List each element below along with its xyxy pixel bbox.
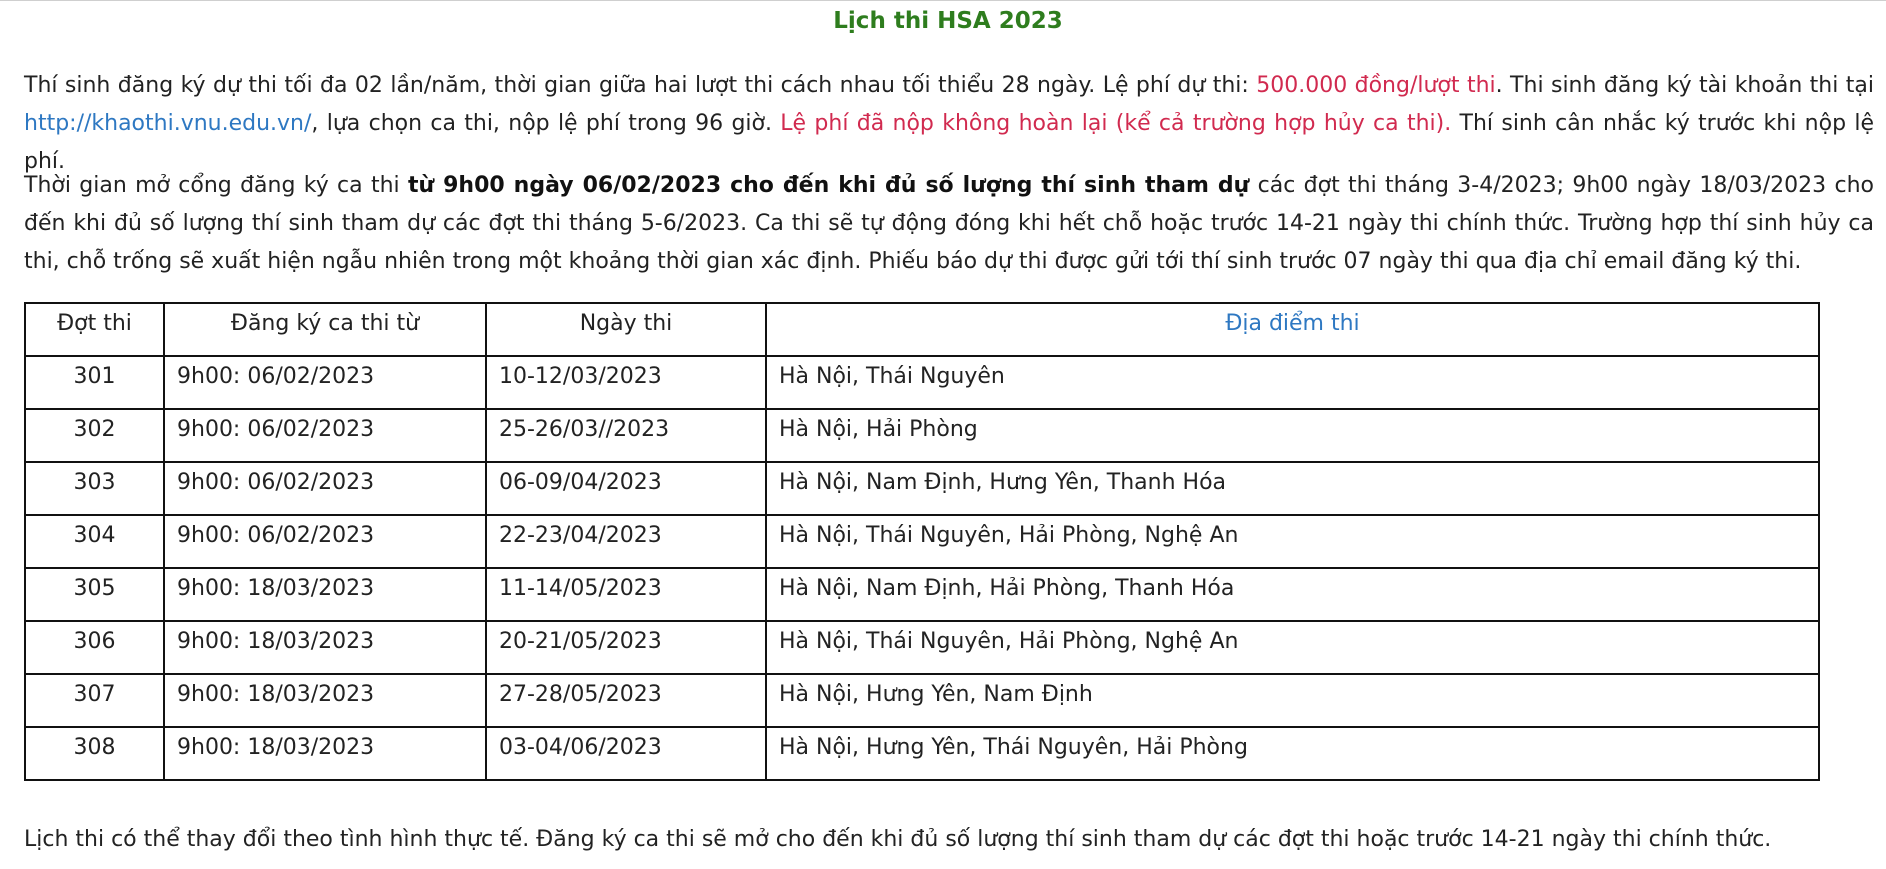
cell-round: 306 [25,621,164,674]
registration-text-2: các đợt thi tháng 3-4/2023; 9h00 ngày 18/03/2023 cho đến khi đủ số lượng thí sinh tham dự các đợt thi tháng 5-6/2023. Ca thi sẽ tự động đóng khi hết chỗ hoặc trước 14-21 ngày thi chính thức. Trường hợp thí sinh hủy ca thi, chỗ trống sẽ xuất hiện ngẫu nhiên trong một khoảng thời gian xác định. Phiếu báo dự thi được gửi tới thí sinh trước 07 ngày thi qua địa chỉ email đăng ký thi. [24,173,1874,274]
table-row [25,727,1819,780]
cell-exam-date: 22-23/04/2023 [486,515,766,568]
intro-text-1: Thí sinh đăng ký dự thi tối đa 02 lần/năm, thời gian giữa hai lượt thi cách nhau tối thiểu 28 ngày. Lệ phí dự thi: [24,73,1257,98]
table-row [25,409,1819,462]
table-row [25,621,1819,674]
cell-exam-date: 25-26/03//2023 [486,409,766,462]
cell-location: Hà Nội, Hưng Yên, Thái Nguyên, Hải Phòng [766,727,1819,780]
registration-bold: từ 9h00 ngày 06/02/2023 cho đến khi đủ số lượng thí sinh tham dự [407,173,1250,198]
header-exam-date: Ngày thi [486,303,766,356]
intro-text-4: Thí sinh cân nhắc ký trước khi nộp lệ phí. [24,111,1875,174]
cell-round: 302 [25,409,164,462]
cell-round: 305 [25,568,164,621]
cell-registration-from: 9h00: 06/02/2023 [164,515,486,568]
page-title: Lịch thi HSA 2023 [833,8,1063,34]
table-row [25,568,1819,621]
cell-registration-from: 9h00: 06/02/2023 [164,409,486,462]
cell-round: 307 [25,674,164,727]
table-row [25,674,1819,727]
cell-location: Hà Nội, Thái Nguyên [766,356,1819,409]
table-row [25,356,1819,409]
cell-round: 304 [25,515,164,568]
cell-location: Hà Nội, Thái Nguyên, Hải Phòng, Nghệ An [766,515,1819,568]
table-row [25,462,1819,515]
cell-location: Hà Nội, Nam Định, Hưng Yên, Thanh Hóa [766,462,1819,515]
header-location: Địa điểm thi [766,303,1819,356]
exam-schedule-table [24,302,1820,781]
cell-location: Hà Nội, Thái Nguyên, Hải Phòng, Nghệ An [766,621,1819,674]
schedule-note: Lịch thi có thể thay đổi theo tình hình thực tế. Đăng ký ca thi sẽ mở cho đến khi đủ số lượng thí sinh tham dự các đợt thi hoặc trước 14-21 ngày thi chính thức. [24,827,1772,852]
cell-registration-from: 9h00: 18/03/2023 [164,621,486,674]
cell-round: 308 [25,727,164,780]
intro-paragraph [24,67,1874,181]
registration-text-1: Thời gian mở cổng đăng ký ca thi [24,173,408,198]
cell-registration-from: 9h00: 18/03/2023 [164,674,486,727]
header-round: Đợt thi [25,303,164,356]
registration-link[interactable]: http://khaothi.vnu.edu.vn/ [24,111,312,136]
cell-location: Hà Nội, Hải Phòng [766,409,1819,462]
intro-text-3: , lựa chọn ca thi, nộp lệ phí trong 96 giờ. [311,111,781,136]
table-header-row [25,303,1819,356]
page [0,1,1886,869]
cell-exam-date: 03-04/06/2023 [486,727,766,780]
cell-registration-from: 9h00: 06/02/2023 [164,462,486,515]
intro-text-2: . Thi sinh đăng ký tài khoản thi tại [1495,73,1875,98]
cell-location: Hà Nội, Hưng Yên, Nam Định [766,674,1819,727]
cell-round: 303 [25,462,164,515]
cell-registration-from: 9h00: 06/02/2023 [164,356,486,409]
cell-round: 301 [25,356,164,409]
registration-paragraph [24,167,1874,281]
cell-registration-from: 9h00: 18/03/2023 [164,568,486,621]
cell-registration-from: 9h00: 18/03/2023 [164,727,486,780]
table-row [25,515,1819,568]
header-registration-from: Đăng ký ca thi từ [164,303,486,356]
refund-warning: Lệ phí đã nộp không hoàn lại (kể cả trường hợp hủy ca thi). [780,111,1452,136]
cell-location: Hà Nội, Nam Định, Hải Phòng, Thanh Hóa [766,568,1819,621]
cell-exam-date: 27-28/05/2023 [486,674,766,727]
cell-exam-date: 10-12/03/2023 [486,356,766,409]
cell-exam-date: 11-14/05/2023 [486,568,766,621]
cell-exam-date: 06-09/04/2023 [486,462,766,515]
cell-exam-date: 20-21/05/2023 [486,621,766,674]
fee-text: 500.000 đồng/lượt thi [1256,73,1496,98]
